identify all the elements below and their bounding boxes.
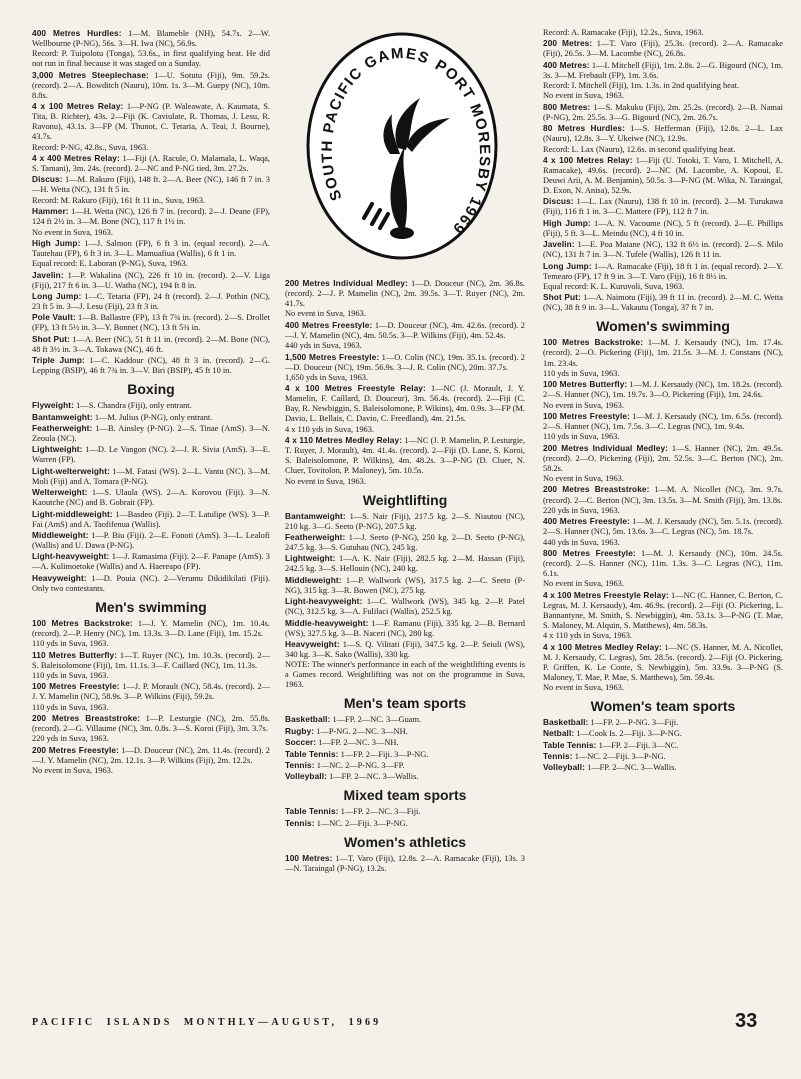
result-entry [32,530,270,551]
result-entry [32,228,270,238]
result-text: No event in Suva, 1963. [543,683,624,693]
result-entry [285,714,525,725]
games-logo [302,28,502,260]
event-name: Welterweight: [32,487,88,498]
result-text: 1—D. Pouia (NC). 2—Verumu Dikidikilati (Fiji). Only two contestants. [32,573,270,593]
result-entry [32,734,270,744]
result-text: 1—P. Lesturgie (NC), 2m. 55.8s. (record). 2—G. Villaume (NC), 3m. 0.8s. 3—S. Koroi (Fiji), 3m. 3.7s. [32,714,270,734]
section-heading: Women's team sports [590,698,736,715]
result-text: 1—NC. 2—Fiji. 3—P-NG. [572,752,666,762]
event-name: 1,500 Metres Freestyle: [285,351,380,362]
result-entry [285,575,525,596]
event-name: 4 x 400 Metres Relay: [32,153,120,164]
result-text: 110 yds in Suva, 1963. [32,702,109,712]
result-text: 110 yds in Suva, 1963. [32,639,109,649]
result-entry [543,762,783,773]
event-name: Light-heavyweight: [285,596,363,607]
result-text: No event in Suva, 1963. [32,227,113,237]
result-entry [32,766,270,776]
result-text: 1—S. Makuku (Fiji), 2m. 25.2s. (record). 2—B. Namai (P-NG), 2m. 25.5s. 3—G. Bigourd (NC), 2m. 26.7s. [543,102,783,122]
result-text: 1—S. Chandra (Fiji), only entrant. [74,401,192,411]
result-entry [285,352,525,373]
result-entry [543,369,783,379]
event-name: Netball: [543,728,575,739]
result-entry [32,681,270,702]
event-name: Tennis: [285,817,315,828]
event-name: Bantamweight: [285,510,346,521]
result-entry [32,355,270,376]
result-entry [543,642,783,683]
result-text: No event in Suva, 1963. [32,766,113,776]
event-name: 4 x 100 Metres Freestyle Relay: [285,383,426,394]
result-entry [543,337,783,368]
result-text: 1—B. Ainsley (P-NG). 2—S. Tinae (AmS). 3—N. Zeoula (NC). [32,423,270,444]
result-text: 1—A. Beer (NC), 51 ft 11 in. (record). 2—M. Bone (NC), 48 ft 3½ in. 3—A. Tokawa (NC), 46 ft. [32,334,270,354]
event-name: Light-middleweight: [32,508,113,519]
event-name: Volleyball: [543,762,585,773]
event-name: Middle-heavyweight: [285,617,369,628]
column-1 [32,28,270,776]
event-name: Lightweight: [285,553,336,564]
result-entry [543,443,783,474]
result-entry [543,683,783,693]
event-name: 100 Metres: [285,852,333,863]
result-text: 220 yds in Suva, 1963. [543,505,620,515]
result-text: Record: P-NG, 42.8s., Suva, 1963. [32,142,149,152]
event-name: Tennis: [543,751,573,762]
result-text: 4 x 110 yds in Suva, 1963. [543,631,633,641]
result-text: 1—NC. 2—P-NG. 3—FP. [314,760,405,770]
event-name: 400 Metres Freestyle: [285,319,373,330]
logo-text-top: SOUTH PACIFIC GAMES [318,44,433,203]
result-text: 1—J. Ramasima (Fiji). 2—F. Panape (AmS). 3—A. Kulimoetoke (Wallis) and A. Haereapo (FP). [32,552,270,572]
result-text: No event in Suva, 1963. [543,91,624,101]
result-entry [543,631,783,641]
section-heading: Mixed team sports [343,787,467,804]
event-name: Soccer: [285,737,317,748]
event-name: Tennis: [285,759,315,770]
result-text: Equal record: K. L. Kuruvoli, Suva, 1963. [543,281,685,291]
result-text: 1—Fiji (A. Racule, O. Malamala, L. Waqa, S. Tamani), 3m. 24s. (record). 2—NC and P-NG tied, 3m. 27.2s. [32,154,270,174]
event-name: Javelin: [32,269,64,280]
event-name: Middleweight: [32,529,89,540]
result-text: 1—P. Wallwork (WS), 317.5 kg. 2—C. Seeto (P-NG), 315 kg. 3—R. Bowen (NC), 275 kg. [285,575,525,595]
event-name: 4 x 100 Metres Relay: [543,154,633,165]
event-name: Triple Jump: [32,355,85,366]
result-entry [543,123,783,144]
event-name: Rugby: [285,725,315,736]
result-text: 1—FP. 2—NC. 3—NH. [316,738,399,748]
event-name: High Jump: [32,237,81,248]
event-name: 800 Metres Freestyle: [543,547,636,558]
result-entry [543,728,783,739]
result-text: 1—F. Ramanu (Fiji), 335 kg. 2—B. Bernard (WS), 327.5 kg. 3—B. Naceri (NC), 280 kg. [285,618,525,638]
result-text: Record: A. Ramacake (Fiji), 12.2s., Suva, 1963. [543,28,704,37]
result-text: 440 yds in Suva, 1963. [285,341,362,351]
result-entry [32,466,270,487]
result-entry [285,425,525,435]
result-entry [32,487,270,508]
result-text: 1,650 yds in Suva, 1963. [285,372,369,382]
result-entry [285,383,525,424]
event-name: Volleyball: [285,771,327,782]
result-text: NOTE: The winner's performance in each of the weightlifting events is a Games record. Weightlifting was not on the programme in Suva, 1963. [285,660,525,690]
section-heading: Weightlifting [362,491,448,508]
result-entry [285,596,525,617]
result-text: 440 yds in Suva, 1963. [543,537,620,547]
event-name: 100 Metres Backstroke: [543,337,644,348]
event-name: Heavyweight: [32,572,87,583]
result-entry [543,91,783,101]
result-entry [32,551,270,572]
event-name: 100 Metres Backstroke: [32,617,133,628]
result-text: 1—T. Varo (Fiji), 25.3s. (record). 2—A. Ramacake (Fiji), 26.5s. 3—M. Lacombe (NC), 26.8s. [543,39,783,59]
result-entry [32,509,270,530]
result-text: 1—P. Biu (Fiji). 2—E. Fonoti (AmS). 3—L. Lealofi (Wallis) and U. Dawa (P-NG). [32,530,270,550]
result-text: 1—I. Mitchell (Fiji), 1m. 2.8s. 2—G. Bigourd (NC), 1m. 3s. 3—M. Frebault (FP), 1m. 3.6s. [543,60,783,80]
result-entry [543,516,783,537]
result-entry [543,484,783,505]
result-entry [543,28,783,38]
result-entry [543,751,783,762]
result-entry [32,639,270,649]
result-text: 1—D. Douceur (NC), 2m. 11.4s. (record). 2—J. Y. Mamelin (NC), 2m. 12.1s. 3—P. Wilkins (Fiji), 2m. 12.2s. [32,745,270,765]
result-entry [32,444,270,465]
result-entry [32,671,270,681]
result-text: 1—S. Q. Vilitati (Fiji), 347.5 kg. 2—P. Seiuli (WS), 340 kg. 3—K. Sako (Wallis), 330 kg. [285,639,525,659]
result-entry [543,261,783,282]
result-entry [32,312,270,333]
result-text: 1—U. Sotutu (Fiji), 9m. 59.2s. (record). 2—A. Bowditch (Nauru), 10m. 1s. 3—M. Guepy (NC), 10m. 8.8s. [32,70,270,100]
section-heading: Boxing [127,381,175,398]
result-entry [285,477,525,487]
result-text: 1—P-NG. 2—NC. 3—NH. [314,726,408,736]
result-text: 1—D. Douceur (NC), 4m. 42.6s. (record). 2—J. Y. Mamelin (NC), 4m. 50.5s. 3—P. Wilkins (Fiji), 4m. 52.4s. [285,320,525,340]
result-entry [32,101,270,142]
event-name: 200 Metres Individual Medley: [543,442,669,453]
result-text: 1—J. P. Morault (NC), 58.4s. (record). 2—J. Y. Mamelin (NC), 58.9s. 3—P. Wilkins (Fiji), 59.2s. [32,682,271,702]
result-text: No event in Suva, 1963. [285,476,366,486]
result-text: 1—Fiji (U. Totoki, T. Varo, I. Mitchell, A. Ramacake), 49.6s. (record). 2—NC (M. Lacombe, A. Kopoui, E. Deuwi Arii, A. M. Benjamin), 50.5s. 3—P-NG (M. Wika, N. Taraingal, D. Exon, N. Anisa), 52.9s. [543,155,783,196]
result-text: 1—FP. 2—NC. 3—Guam. [330,715,422,725]
result-text: 1—S. Hanner (NC), 2m. 49.5s. (record). 2—O. Pickering (Fiji), 2m. 52.5s. 3—C. Berton (NC), 2m. 58.2s. [543,443,783,473]
result-entry [32,206,270,227]
result-entry [543,196,783,217]
result-text: 1—S. Nair (Fiji), 217.5 kg. 2—S. Niautou (NC), 210 kg. 3—G. Seeto (P-NG), 207.5 kg. [285,511,525,531]
event-name: Light-heavyweight: [32,551,110,562]
result-text: No event in Suva, 1963. [543,400,624,410]
event-name: 400 Metres: [543,59,590,70]
event-name: 200 Metres Freestyle: [32,744,119,755]
event-name: 4 x 100 Metres Relay: [32,101,124,112]
result-text: 1—H. Wetta (NC), 126 ft 7 in. (record). 2—J. Deane (FP), 124 ft 2½ in. 3—M. Bone (NC), 117 ft 1½ in. [32,207,270,227]
result-entry [543,38,783,59]
result-entry [543,432,783,442]
section-heading: Men's swimming [95,598,207,615]
result-text: 1—M. Julius (P-NG), only entrant. [92,412,213,422]
event-name: Discus: [543,196,574,207]
result-text: 1—NC (J. P. Mamelin, P. Lesturgie, T. Ruyer, J. Morault), 4m. 41.4s. (record). 2—Fiji (D. Lane, S. Koroi, S. Baleisolomone, P. Wilkins), 4m. 48.2s. 3—P-NG (D. Cluer, N. Cluer, Tovitolon, P. Maloney), 5m. 10.5s. [285,436,525,476]
event-name: Featherweight: [285,532,346,542]
result-entry [543,239,783,260]
result-text: 1—A. N. Vacoume (NC), 5 ft (record). 2—E. Phillips (Fiji), 5 ft. 3—L. Meindu (NC), 4 ft 10 in. [543,218,783,238]
result-entry [32,174,270,195]
event-name: 100 Metres Butterfly: [543,379,628,390]
event-name: Shot Put: [32,333,71,344]
event-name: 100 Metres Freestyle: [32,681,120,692]
result-entry [543,548,783,579]
result-entry [32,412,270,423]
result-entry [543,292,783,313]
result-text: Equal record: E. Laboran (P-NG), Suva, 1963. [32,259,188,269]
result-text: 220 yds in Suva, 1963. [32,734,109,744]
result-entry [32,291,270,312]
result-entry [543,379,783,400]
result-entry [32,70,270,101]
result-entry [543,145,783,155]
result-entry [32,618,270,639]
section-heading: Men's team sports [343,695,467,712]
result-entry [543,401,783,411]
event-name: High Jump: [543,217,591,228]
result-entry [32,400,270,411]
result-text: 1—Basdeo (Fiji). 2—T. Latulipe (WS). 3—P. Fai (AmS) and A. Taofifenua (Wallis). [32,509,270,529]
result-text: No event in Suva, 1963. [543,474,624,484]
event-name: 100 Metres Freestyle: [543,410,631,421]
result-entry [285,320,525,341]
result-entry [285,818,525,829]
result-text: 1—FP. 2—P-NG. 3—Fiji. [588,718,679,728]
result-text: 1—FP. 2—Fiji. 3—NC. [596,740,679,750]
result-entry [32,238,270,259]
result-text: 1—M. A. Nicollet (NC), 3m. 9.7s. (record). 2—C. Berton (NC), 3m. 13.5s. 3—M. Smith (Fiji), 3m. 13.8s. [543,485,784,505]
result-entry [543,506,783,516]
result-text: Record: L. Lax (Nauru), 12.6s. in second qualifying heat. [543,144,736,154]
result-entry [32,713,270,734]
result-entry [285,760,525,771]
result-text: 1—M. J. Kersaudy (NC), 1m. 18.2s. (record). 2—S. Hanner (NC), 1m. 19.7s. 3—O. Pickering (Fiji), 1m. 24.6s. [543,380,783,400]
result-entry [543,282,783,292]
result-entry [285,806,525,817]
result-text: 1—M. Fatasi (WS). 2—L. Vantu (NC). 3—M. Moli (Fiji) and A. Tomara (P-NG). [32,466,270,486]
event-name: Basketball: [285,714,331,725]
result-text: 1—L. Lax (Nauru), 138 ft 10 in. (record). 2—M. Turukawa (Fiji), 116 ft 1 in. 3—C. Mattere (FP), 112 ft 7 in. [543,197,783,217]
event-name: Javelin: [543,239,575,250]
result-entry [32,745,270,766]
result-text: 4 x 110 yds in Suva, 1963. [285,424,375,434]
result-entry [285,737,525,748]
result-text: Record: I. Mitchell (Fiji), 1m. 1.3s. in 2nd qualifying heat. [543,81,740,91]
result-entry [543,579,783,589]
result-entry [32,703,270,713]
result-text: 1—T. Varo (Fiji), 12.8s. 2—A. Ramacake (Fiji), 13s. 3—N. Taraingal (P-NG), 13.2s. [285,853,525,873]
result-text: No event in Suva, 1963. [285,309,366,319]
result-text: 110 yds in Suva, 1963. [543,432,620,442]
result-entry [543,102,783,123]
result-entry [285,341,525,351]
result-text: 1—B. Ballastre (FP), 13 ft 7¾ in. (record). 2—S. Drollet (FP), 13 ft 5½ in. 3—Y. Bonnet (NC), 13 ft 5¾ in. [32,313,270,333]
result-entry [285,771,525,782]
result-entry [32,650,270,671]
result-text: 1—NC (C. Hanner, C. Berton, C. Legras, M. J. Kersaudy), 4m. 46.9s. (record). 2—Fiji (O. Pickering, L. Bannantyne, M. Smith, S. Newbiggin), 4m. 53.1s. 3—P-NG (T. Mae, S. Maloney, M. Alquin, S. Matthews), 4m. 58.3s. [543,590,783,630]
result-entry [285,660,525,690]
result-text: 1—FP. 2—NC. 3—Wallis. [326,772,419,782]
event-name: 400 Metres Hurdles: [32,28,122,38]
result-text: 1—P. Wakalina (NC), 226 ft 10 in. (record). 2—V. Liga (Fiji), 217 ft 6 in. 3—U. Watha (NC), 194 ft 8 in. [32,270,270,290]
result-text: 1—M. J. Kersaudy (NC), 1m. 6.5s. (record). 2—S. Hanner (NC), 1m. 7.5s. 3—C. Legras (NC), 1m. 9.4s. [543,411,783,431]
event-name: Table Tennis: [543,739,597,750]
result-text: 1—E. Poa Matane (NC), 132 ft 6½ in. (record). 2—S. Milo (NC), 131 ft 7 in. 3—N. Tufele (Wallis), 126 ft 11 in. [543,240,783,260]
result-entry [543,218,783,239]
event-name: Middleweight: [285,574,342,585]
event-name: Flyweight: [32,400,75,411]
event-name: Discus: [32,174,63,185]
result-entry [543,60,783,81]
result-text: No event in Suva, 1963. [543,579,624,589]
result-entry [543,474,783,484]
result-text: 1—FP. 2—NC. 3—Wallis. [584,763,677,773]
result-text: 1—M. J. Kersaudy (NC), 1m. 17.4s. (record). 2—O. Pickering (Fiji), 1m. 21.5s. 3—M. J. Constans (NC), 1m. 23.4s. [543,338,783,368]
event-name: Bantamweight: [32,411,93,422]
result-text: 1—A. Ramacake (Fiji), 18 ft 1 in. (equal record). 2—Y. Temearo (FP), 17 ft 9 in. 3—T. Varo (Fiji), 16 ft 8½ in. [543,261,784,281]
result-text: 1—J. Y. Mamelin (NC), 1m. 10.4s. (record). 2—P. Henry (NC), 1m. 13.3s. 3—D. Lane (Fiji), 1m. 15.2s. [32,618,270,638]
result-entry [543,411,783,432]
event-name: Heavyweight: [285,638,340,649]
result-text: 1—M. Rakuro (Fiji), 148 ft. 2—A. Beer (NC), 146 ft 7 in. 3—H. Wetta (NC), 131 ft 5 in. [32,175,270,195]
result-text: 1—J. Seeto (P-NG), 250 kg. 2—D. Seeto (P-NG), 247.5 kg. 3—S. Gutuhau (NC), 245 kg. [285,533,525,553]
result-entry [32,573,270,594]
section-heading: Women's swimming [596,318,730,335]
result-entry [32,28,270,49]
result-text: 1—NC. 2—Fiji. 3—P-NG. [314,818,408,828]
result-text: 1—A. Naimotu (Fiji), 39 ft 11 in. (record). 2—M. C. Wetta (NC), 38 ft 9 in. 3—L. Vakautu (Tonga), 37 ft 7 in. [543,293,783,313]
event-name: 800 Metres: [543,101,591,112]
result-entry [285,618,525,639]
result-text: 1—S. Ulaula (WS). 2—A. Korovou (Fiji). 3—N. Kaoutche (NC) and B. Gobrait (FP). [32,488,270,508]
result-text: 1—D. Le Vangon (NC). 2—J. R. Sivia (AmS). 3—E. Warren (FP). [32,445,270,465]
result-entry [32,143,270,153]
result-entry [543,81,783,91]
result-text: 1—O. Colin (NC), 19m. 35.1s. (record). 2—D. Douceur (NC), 19m. 56.9s. 3—J. R. Colin (NC), 20m. 37.7s. [285,352,525,372]
result-entry [285,278,525,309]
result-entry [543,590,783,631]
event-name: 3,000 Metres Steeplechase: [32,69,149,80]
event-name: 200 Metres Breaststroke: [32,713,141,724]
column-3 [543,28,783,774]
result-entry [32,423,270,444]
event-name: Long Jump: [543,260,592,271]
event-name: 4 x 100 Metres Medley Relay: [543,641,662,652]
event-name: Lightweight: [32,444,83,455]
result-text: 1—C. Kaddour (NC), 48 ft 3 in. (record). 2—G. Lepping (BSIP), 46 ft 7¾ in. 3—V. Biri (BSIP), 45 ft 10 in. [32,356,270,376]
section-heading: Women's athletics [343,833,467,850]
event-name: 200 Metres: [543,38,593,49]
result-text: 1—FP. 2—Fiji. 3—P-NG. [338,749,429,759]
result-entry [32,196,270,206]
result-text: 110 yds in Suva, 1963. [32,670,109,680]
event-name: Shot Put: [543,292,581,303]
event-name: Light-welterweight: [32,465,110,476]
result-text: 1—Cook Is. 2—Fiji. 3—P-NG. [574,729,682,739]
result-text: 1—T. Ruyer (NC), 1m. 10.3s. (record). 2—S. Baleisolomone (Fiji), 1m. 11.1s. 3—F. Caillard (NC), 1m. 11.3s. [32,650,270,670]
event-name: Hammer: [32,206,69,217]
result-text: 1—A. K. Nair (Fiji), 282.5 kg. 2—M. Hassan (Fiji), 242.5 kg. 3—S. Hellouin (NC), 240 kg. [285,554,525,574]
result-text: 1—D. Douceur (NC), 2m. 36.8s. (record). 2—J. P. Mamelin (NC), 2m. 39.5s. 3—T. Ruyer (NC), 2m. 41.7s. [285,279,525,309]
event-name: 80 Metres Hurdles: [543,123,625,134]
result-text: 1—M. J. Kersaudy (NC), 5m. 5.1s. (record). 2—S. Hanner (NC), 5m. 13.6s. 3—C. Legras (NC), 5m. 18.7s. [543,517,783,537]
result-entry [32,334,270,355]
event-name: 4 x 110 Metres Medley Relay: [285,435,403,446]
logo-text-right: PORT MORESBY 1969 [432,56,494,238]
result-text: Record: P. Tuipolotu (Tonga), 53.6s., in first qualifying heat. He did not run in final because it was staged on a Sunday. [32,49,270,69]
result-entry [285,749,525,760]
result-entry [285,309,525,319]
result-text: 1—C. Tetaria (FP), 24 ft (record). 2—J. Pothin (NC), 23 ft 5 in. 3—J. Lesu (Fiji), 23 ft 3 in. [32,292,270,312]
result-text: 1—M. J. Kersaudy (NC), 10m. 24.5s. (record). 2—S. Hanner (NC), 11m. 1.3s. 3—C. Legras (NC), 11m. 6.1s. [543,548,783,579]
result-entry [543,538,783,548]
event-name: 4 x 100 Metres Freestyle Relay: [543,589,669,600]
result-text: 1—NC (S. Hanner, M. A. Nicollet, M. J. Kersaudy, C. Legras), 5m. 28.5s. (record). 2—Fiji (O. Pickering, P. Griffen, K. Le Conte, S. Newbiggin), 5m. 33.9s. 3—P-NG (S. Maloney, T. Mae, P. Mae, S. Matthews), 5m. 59.4s. [543,642,783,682]
event-name: 400 Metres Freestyle: [543,516,631,527]
result-text: 1—FP. 2—NC. 3—Fiji. [338,807,421,817]
event-name: Table Tennis: [285,806,339,817]
result-entry [285,639,525,660]
result-entry [32,153,270,174]
result-text: Record: M. Rakuro (Fiji), 161 ft 11 in., Suva, 1963. [32,195,205,205]
result-entry [285,532,525,553]
page-number: 33 [735,1010,758,1032]
column-2 [285,278,525,874]
result-entry [32,259,270,269]
result-text: 110 yds in Suva, 1963. [543,368,620,378]
result-entry [32,270,270,291]
event-name: 110 Metres Butterfly: [32,649,118,660]
event-name: Featherweight: [32,422,93,433]
result-text: 1—P-NG (P. Waleawate, A. Kaumata, S. Tita, B. Richter), 43s. 2—Fiji (K. Caviulate, R. Thomas, J. Lesu, R. Ravonu), 43.1s. 3—FP (M. Thunot, C. Tetaria, A. Teai, J. Bourne), 43.7s. [32,102,271,142]
result-entry [32,49,270,69]
result-entry [285,853,525,874]
result-entry [285,726,525,737]
event-name: Table Tennis: [285,748,339,759]
result-entry [543,155,783,196]
result-text: 1—J. Salmon (FP), 6 ft 3 in. (equal record). 2—A. Tautehau (FP), 6 ft 3 in. 3—L. Mamuafiua (Wallis), 6 ft 1 in. [32,238,270,258]
result-entry [285,435,525,476]
result-text: 1—NC (J. Morault, J. Y. Mamelin, F. Caillard, D. Douceur), 3m. 56.4s. (record). 2—Fiji (C. Bay, R. Newbiggin, S. Baleisolomone, P. Wikins), 4m. 0.9s. 3—FP (M. Davio, L. Bellais, C. Davio, C. Freedland), 4m. 21.5s. [285,384,525,424]
event-name: Pole Vault: [32,312,76,323]
result-entry [285,511,525,532]
result-entry [285,373,525,383]
result-entry [543,717,783,728]
page-footer: PACIFIC ISLANDS MONTHLY—AUGUST, 1969 [32,1017,382,1028]
result-text: 1—C. Wallwork (WS), 345 kg. 2—P. Patel (NC), 312.5 kg. 3—A. Fulilaci (Wallis), 252.5 kg. [285,597,525,617]
event-name: 200 Metres Breaststroke: [543,484,650,495]
event-name: 200 Metres Individual Medley: [285,278,408,288]
event-name: Long Jump: [32,291,82,302]
flame-emblem-icon [302,28,502,260]
result-text: 1—M. Blameble (NH), 54.7s. 2—W. Wellbourne (P-NG), 56s. 3—H. Iwa (NC), 56.9s. [32,29,271,49]
result-entry [285,553,525,574]
result-entry [543,740,783,751]
result-text: 1—S. Hefferman (Fiji), 12.8s. 2—L. Lax (Nauru), 12.8s. 3—Y. Ukeiwe (NC), 12.9s. [543,124,783,144]
event-name: Basketball: [543,717,589,728]
